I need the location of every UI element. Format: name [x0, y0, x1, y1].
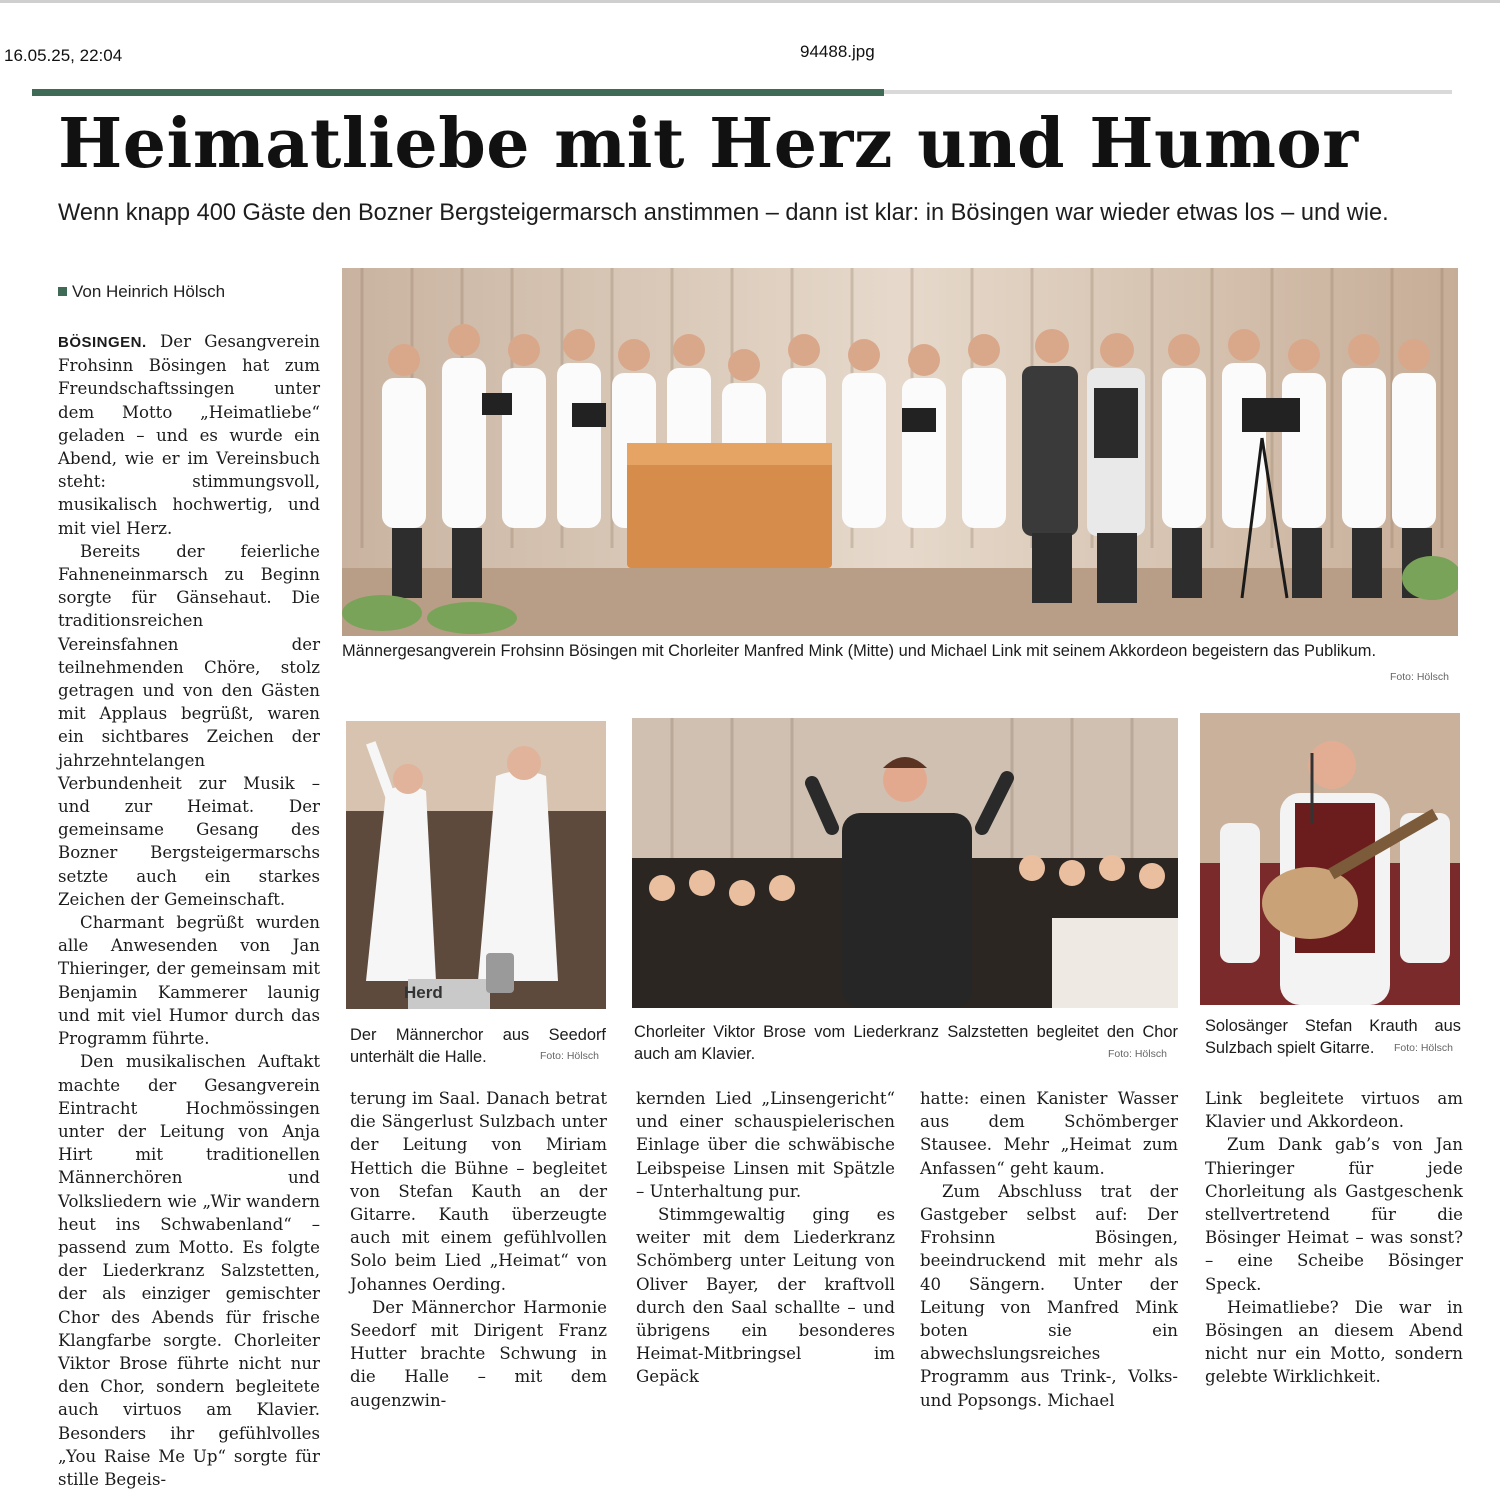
paragraph: terung im Saal. Danach betrat die Sängerlust Sulzbach unter der Leitung von Miriam Hettich die Bühne – begleitet von Stefan Kauth an der Gitarre. Kauth überzeugte auch mit einem gefühlvollen Solo beim Lied „Heimat“ von Johannes Oerding.	[350, 1089, 607, 1294]
caption-seedorf: Der Männerchor aus Seedorf unterhält die Halle.	[350, 1026, 606, 1066]
paragraph: Stimmgewaltig ging es weiter mit dem Liederkranz Schömberg unter Leitung von Oliver Bayer, der kraftvoll durch den Saal schallte – und übrigens ein besonderes Heimat-Mitbringsel im Gepäck	[636, 1205, 895, 1387]
scan-top-edge	[0, 0, 1500, 3]
byline	[58, 282, 225, 302]
conductor-image	[632, 718, 1178, 1008]
choir-stage-image	[342, 268, 1458, 636]
caption-krauth: Solosänger Stefan Krauth aus Sulzbach spielt Gitarre.	[1205, 1017, 1461, 1057]
text-column-3	[636, 1087, 895, 1389]
herd-sign: Herd	[404, 983, 443, 1002]
paragraph: Heimatliebe? Die war in Bösingen an diesem Abend nicht nur ein Motto, sondern gelebte Wirklichkeit.	[1205, 1297, 1463, 1387]
paragraph: kernden Lied „Linsengericht“ und einer schauspielerischen Einlage über die schwäbische Leibspeise Linsen mit Spätzle – Unterhaltung pur.	[636, 1089, 895, 1201]
article-headline: Heimatliebe mit Herz und Humor	[58, 104, 1359, 184]
header-rule-accent	[32, 89, 884, 96]
text-column-2	[350, 1087, 607, 1412]
byline-author: Von Heinrich Hölsch	[72, 282, 226, 301]
paragraph: Der Männerchor Harmonie Seedorf mit Dirigent Franz Hutter brachte Schwung in die Halle – mit dem augenzwin-	[350, 1297, 607, 1410]
credit-main-photo: Foto: Hölsch	[1390, 671, 1449, 683]
text-column-4	[920, 1087, 1178, 1412]
paragraph: hatte: einen Kanister Wasser aus dem Schömberger Stausee. Mehr „Heimat zum Anfassen“ geht kaum.	[920, 1089, 1178, 1178]
photo-seedorf-choir	[346, 721, 606, 1009]
paragraph	[58, 330, 320, 540]
credit-brose: Foto: Hölsch	[1108, 1048, 1167, 1060]
text-column-5	[1205, 1087, 1463, 1389]
paragraph: Zum Dank gab’s von Jan Thieringer für jede Chorleitung als Gastgeschenk stellvertretend für die Bösinger Heimat – was sonst? – eine Scheibe Bösinger Speck.	[1205, 1135, 1463, 1294]
photo-choir-stage	[342, 268, 1458, 636]
seedorf-image	[346, 721, 606, 1009]
photo-conductor-brose	[632, 718, 1178, 1008]
text-column-1	[58, 330, 320, 1491]
byline-square-icon	[58, 287, 67, 296]
caption-main-photo: Männergesangverein Frohsinn Bösingen mit Chorleiter Manfred Mink (Mitte) und Michael Link mit seinem Akkordeon begeistern das Publikum.	[342, 642, 1377, 660]
photo-guitarist-krauth	[1200, 713, 1460, 1005]
guitarist-image	[1200, 713, 1460, 1005]
paragraph: Link begleitete virtuos am Klavier und Akkordeon.	[1205, 1089, 1463, 1132]
print-timestamp: 16.05.25, 22:04	[4, 46, 123, 65]
paragraph: Zum Abschluss trat der Gastgeber selbst auf: Der Frohsinn Bösingen, beeindruckend mit mehr als 40 Sängern. Unter der Leitung von Manfred Mink boten sie ein abwechslungsreiches Programm aus Trink-, Volks- und Popsongs. Michael	[920, 1181, 1178, 1410]
paragraph: Charmant begrüßt wurden alle Anwesenden von Jan Thieringer, der gemeinsam mit Benjamin Kammerer launig und mit viel Humor durch das Programm führte.	[58, 913, 320, 1049]
paragraph-text: Der Gesangverein Frohsinn Bösingen hat zum Freundschaftssingen unter dem Motto „Heimatliebe“ geladen – und es wurde ein Abend, wie er im Vereinsbuch steht: stimmungsvoll, musikalisch hochwertig, und mit viel Herz.	[58, 332, 320, 538]
dateline: BÖSINGEN.	[58, 334, 147, 351]
paragraph: Den musikalischen Auftakt machte der Gesangverein Eintracht Hochmössingen unter der Leitung von Anja Hirt mit traditionellen Männerchören und Volksliedern wie „Wir wandern heut ins Schwabenland“ – passend zum Motto. Es folgte der Liederkranz Salzstetten, der als einziger gemischter Chor des Abends für frische Klangfarbe sorgte. Chorleiter Viktor Brose führte nicht nur den Chor, sondern begleitete auch virtuos am Klavier. Besonders ihr gefühlvolles „You Raise Me Up“ sorgte für stille Begeis-	[58, 1052, 320, 1489]
caption-brose: Chorleiter Viktor Brose vom Liederkranz Salzstetten begleitet den Chor auch am Klavier.	[634, 1023, 1178, 1063]
header-rule-light	[884, 90, 1452, 94]
paragraph: Bereits der feierliche Fahneneinmarsch zu Beginn sorgte für Gänsehaut. Die traditionsreichen Vereinsfahnen der teilnehmenden Chöre, stolz getragen und von den Gästen mit Applaus begrüßt, waren ein sichtbares Zeichen der jahrzehntelangen Verbundenheit zur Musik – und zur Heimat. Der gemeinsame Gesang des Bozner Bergsteigermarschs setzte auch ein starkes Zeichen der Gemeinschaft.	[58, 541, 320, 909]
credit-seedorf: Foto: Hölsch	[540, 1050, 599, 1062]
article-subhead: Wenn knapp 400 Gäste den Bozner Bergsteigermarsch anstimmen – dann ist klar: in Bösingen war wieder etwas los – und wie.	[58, 200, 1389, 226]
print-filename: 94488.jpg	[800, 42, 875, 61]
credit-krauth: Foto: Hölsch	[1394, 1042, 1453, 1054]
